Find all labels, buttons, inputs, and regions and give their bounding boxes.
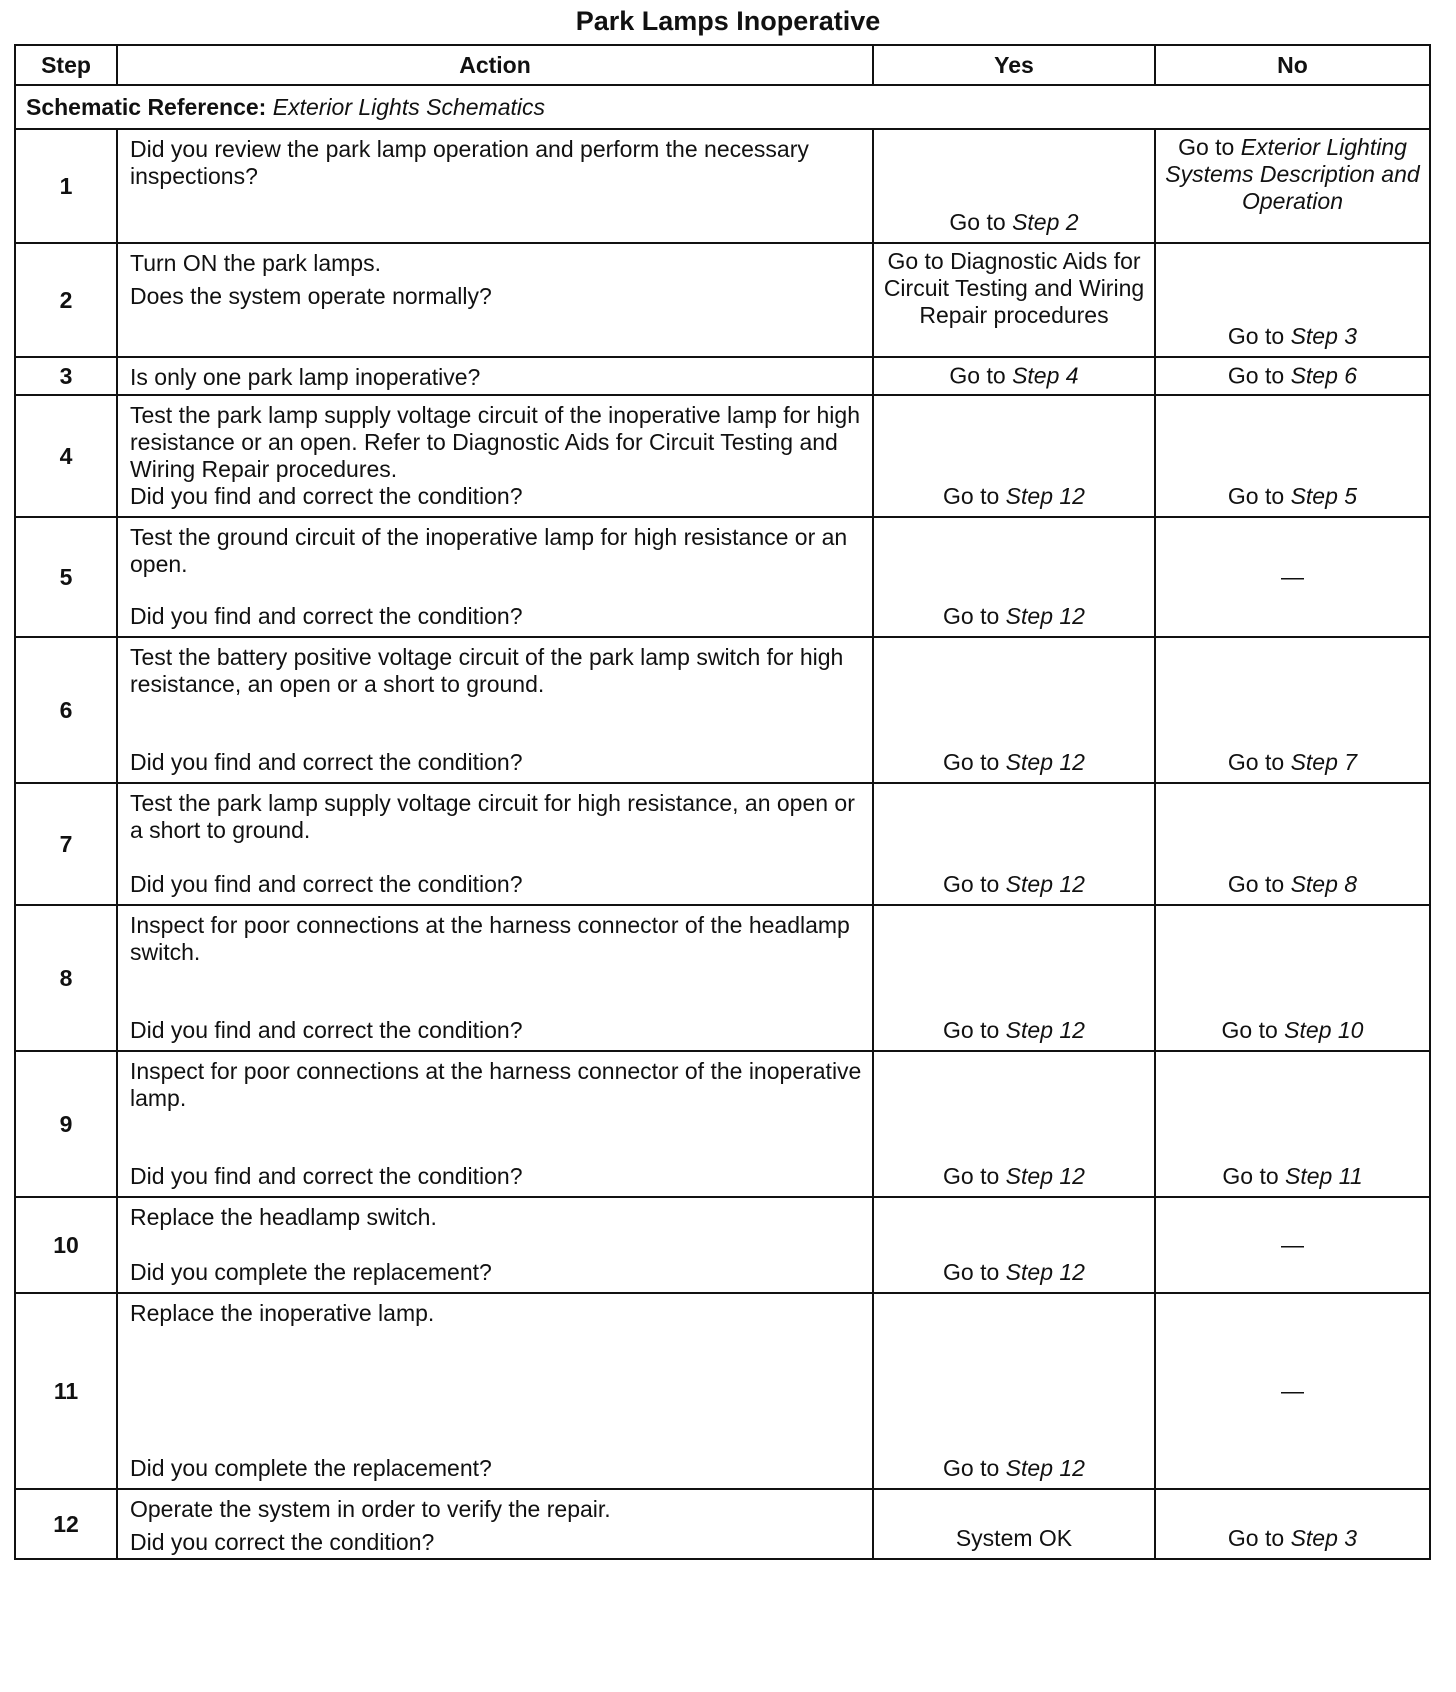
no-goto-prefix: Go to [1227, 749, 1291, 775]
action-text: Test the ground circuit of the inoperative lamp for high resistance or an open. [130, 524, 848, 577]
yes-text: Go to Diagnostic Aids for Circuit Testing and Wiring Repair procedures [883, 248, 1145, 328]
no-goto-prefix: Go to [1227, 871, 1291, 897]
no-section-link[interactable]: Exterior Lighting Systems Description and Operation [1165, 134, 1420, 214]
no-answer[interactable] [1160, 1163, 1425, 1190]
action-text: Replace the headlamp switch. [130, 1204, 437, 1230]
action-cell [117, 783, 873, 905]
action-text: Inspect for poor connections at the harness connector of the inoperative lamp. [130, 1058, 862, 1111]
action-cell [117, 395, 873, 517]
table-row [15, 517, 1430, 637]
no-cell [1155, 243, 1430, 357]
no-step-link[interactable]: Step 5 [1290, 483, 1358, 509]
schematic-reference-link[interactable]: Exterior Lights Schematics [272, 93, 546, 120]
no-cell [1155, 1051, 1430, 1197]
action-instructions [130, 1058, 862, 1112]
no-goto-prefix: Go to [1227, 323, 1291, 349]
no-answer[interactable] [1160, 1525, 1425, 1552]
action-instructions [130, 136, 862, 190]
step-number: 7 [15, 783, 117, 905]
yes-step-link[interactable]: Step 4 [1012, 362, 1079, 389]
yes-goto-prefix: Go to [943, 603, 1006, 629]
yes-step-link[interactable]: Step 12 [1005, 1163, 1085, 1189]
table-row [15, 1489, 1430, 1559]
yes-answer [878, 1525, 1150, 1552]
yes-answer [878, 248, 1150, 329]
no-step-link[interactable]: Step 8 [1290, 871, 1358, 897]
action-text: Did you review the park lamp operation and perform the necessary inspections? [130, 136, 809, 189]
header-yes: Yes [873, 45, 1155, 85]
yes-goto-prefix: Go to [943, 483, 1006, 509]
action-cell [117, 637, 873, 783]
no-text: — [1281, 563, 1304, 590]
table-row [15, 637, 1430, 783]
action-text: Replace the inoperative lamp. [130, 1300, 435, 1326]
action-text: Does the system operate normally? [130, 283, 492, 309]
table-row [15, 357, 1430, 395]
yes-answer[interactable] [878, 1017, 1150, 1044]
yes-step-link[interactable]: Step 12 [1005, 483, 1085, 509]
step-number: 1 [15, 129, 117, 243]
no-text: — [1281, 1377, 1304, 1404]
no-answer[interactable] [1160, 871, 1425, 898]
table-row [15, 783, 1430, 905]
yes-goto-prefix: Go to [943, 1163, 1006, 1189]
action-question: Did you find and correct the condition? [130, 483, 523, 509]
yes-answer[interactable] [878, 1455, 1150, 1482]
no-answer[interactable] [1160, 1017, 1425, 1044]
no-text: — [1281, 1231, 1304, 1258]
yes-goto-prefix: Go to [943, 749, 1006, 775]
action-instructions [130, 364, 862, 391]
action-cell [117, 129, 873, 243]
yes-cell [873, 783, 1155, 905]
yes-answer[interactable] [878, 209, 1150, 236]
yes-cell [873, 243, 1155, 357]
no-step-link[interactable]: Step 10 [1284, 1017, 1364, 1043]
action-text: Inspect for poor connections at the harness connector of the headlamp switch. [130, 912, 850, 965]
yes-step-link[interactable]: Step 2 [1012, 209, 1079, 235]
action-text: Test the battery positive voltage circuit of the park lamp switch for high resistance, an open or a short to ground. [130, 644, 844, 697]
action-cell [117, 357, 873, 395]
step-number: 3 [15, 357, 117, 395]
no-step-link[interactable]: Step 3 [1290, 323, 1358, 349]
yes-answer[interactable] [878, 1259, 1150, 1286]
no-goto-prefix: Go to [1227, 1525, 1291, 1551]
yes-goto-prefix: Go to [943, 1259, 1006, 1285]
no-cell [1155, 637, 1430, 783]
yes-cell [873, 905, 1155, 1051]
no-cell [1155, 905, 1430, 1051]
action-cell [117, 1197, 873, 1293]
no-answer[interactable] [1160, 483, 1425, 510]
yes-cell [873, 1489, 1155, 1559]
no-goto-prefix: Go to [1227, 483, 1291, 509]
no-answer [1160, 1232, 1425, 1259]
step-number: 5 [15, 517, 117, 637]
yes-answer[interactable] [878, 363, 1150, 390]
action-text: Test the park lamp supply voltage circuit for high resistance, an open or a short to ground. [130, 790, 855, 843]
yes-cell [873, 517, 1155, 637]
action-instructions [130, 250, 862, 310]
yes-answer[interactable] [878, 871, 1150, 898]
action-text: Is only one park lamp inoperative? [130, 364, 481, 390]
no-answer [1160, 564, 1425, 591]
table-row [15, 1197, 1430, 1293]
no-answer[interactable] [1160, 134, 1425, 215]
yes-step-link[interactable]: Step 12 [1005, 603, 1085, 629]
yes-step-link[interactable]: Step 12 [1005, 749, 1085, 775]
table-row [15, 1051, 1430, 1197]
action-instructions [130, 1300, 862, 1327]
table-row [15, 243, 1430, 357]
step-number: 6 [15, 637, 117, 783]
action-cell [117, 1489, 873, 1559]
table-row [15, 905, 1430, 1051]
no-cell [1155, 517, 1430, 637]
step-number: 10 [15, 1197, 117, 1293]
action-cell [117, 243, 873, 357]
no-cell [1155, 1293, 1430, 1489]
action-cell [117, 517, 873, 637]
yes-cell [873, 1293, 1155, 1489]
no-step-link[interactable]: Step 11 [1285, 1163, 1363, 1189]
no-cell [1155, 783, 1430, 905]
action-instructions [130, 1496, 862, 1556]
schematic-reference [15, 85, 1430, 129]
yes-cell [873, 1051, 1155, 1197]
action-text: Did you correct the condition? [130, 1529, 435, 1555]
yes-cell [873, 357, 1155, 395]
table-row [15, 395, 1430, 517]
schematic-reference-row [15, 85, 1430, 129]
yes-text: System OK [955, 1525, 1073, 1551]
action-question: Did you find and correct the condition? [130, 1163, 523, 1189]
no-answer [1160, 1378, 1425, 1405]
header-action: Action [117, 45, 873, 85]
table-row [15, 1293, 1430, 1489]
no-goto-prefix: Go to [1221, 1017, 1285, 1043]
yes-answer[interactable] [878, 483, 1150, 510]
action-question: Did you complete the replacement? [130, 1455, 492, 1481]
no-cell [1155, 357, 1430, 395]
yes-answer[interactable] [878, 749, 1150, 776]
yes-cell [873, 395, 1155, 517]
step-number: 9 [15, 1051, 117, 1197]
action-question: Did you complete the replacement? [130, 1259, 492, 1285]
yes-goto-prefix: Go to [949, 362, 1013, 389]
action-text: Turn ON the park lamps. [130, 250, 381, 276]
no-answer[interactable] [1160, 749, 1425, 776]
step-number: 2 [15, 243, 117, 357]
action-instructions [130, 790, 862, 844]
no-cell [1155, 1489, 1430, 1559]
action-question: Did you find and correct the condition? [130, 1017, 523, 1043]
yes-answer[interactable] [878, 603, 1150, 630]
yes-goto-prefix: Go to [943, 871, 1006, 897]
schematic-reference-label: Schematic Reference: [26, 93, 267, 120]
step-number: 12 [15, 1489, 117, 1559]
step-number: 4 [15, 395, 117, 517]
header-no: No [1155, 45, 1430, 85]
action-cell [117, 1051, 873, 1197]
no-goto-prefix: Go to [1227, 362, 1291, 389]
yes-cell [873, 129, 1155, 243]
action-instructions [130, 644, 862, 698]
step-number: 11 [15, 1293, 117, 1489]
no-goto-prefix: Go to [1178, 134, 1241, 160]
header-row [15, 45, 1430, 85]
action-question: Did you find and correct the condition? [130, 749, 523, 775]
yes-step-link[interactable]: Step 12 [1005, 871, 1085, 897]
table-row [15, 129, 1430, 243]
no-step-link[interactable]: Step 6 [1290, 362, 1358, 389]
no-cell [1155, 1197, 1430, 1293]
action-instructions [130, 402, 862, 483]
action-instructions [130, 524, 862, 578]
no-cell [1155, 395, 1430, 517]
header-step: Step [15, 45, 117, 85]
no-answer[interactable] [1160, 363, 1425, 390]
action-cell [117, 905, 873, 1051]
step-number: 8 [15, 905, 117, 1051]
action-text: Operate the system in order to verify the repair. [130, 1496, 611, 1522]
no-goto-prefix: Go to [1222, 1163, 1286, 1189]
diagnostic-table [14, 44, 1431, 1560]
yes-step-link[interactable]: Step 12 [1005, 1259, 1085, 1285]
yes-goto-prefix: Go to [949, 209, 1013, 235]
page-title: Park Lamps Inoperative [575, 6, 881, 36]
yes-cell [873, 637, 1155, 783]
no-step-link[interactable]: Step 3 [1290, 1525, 1358, 1551]
no-step-link[interactable]: Step 7 [1290, 749, 1358, 775]
no-cell [1155, 129, 1430, 243]
action-cell [117, 1293, 873, 1489]
yes-cell [873, 1197, 1155, 1293]
yes-answer[interactable] [878, 1163, 1150, 1190]
action-instructions [130, 912, 862, 966]
no-answer[interactable] [1160, 323, 1425, 350]
action-question: Did you find and correct the condition? [130, 603, 523, 629]
yes-goto-prefix: Go to [943, 1455, 1006, 1481]
action-instructions [130, 1204, 862, 1231]
action-text: Test the park lamp supply voltage circuit of the inoperative lamp for high resistance or an open. Refer to Diagnostic Aids for Circuit Testing and Wiring Repair procedures. [130, 402, 860, 482]
yes-step-link[interactable]: Step 12 [1005, 1017, 1085, 1043]
yes-step-link[interactable]: Step 12 [1005, 1455, 1085, 1481]
action-question: Did you find and correct the condition? [130, 871, 523, 897]
yes-goto-prefix: Go to [943, 1017, 1006, 1043]
